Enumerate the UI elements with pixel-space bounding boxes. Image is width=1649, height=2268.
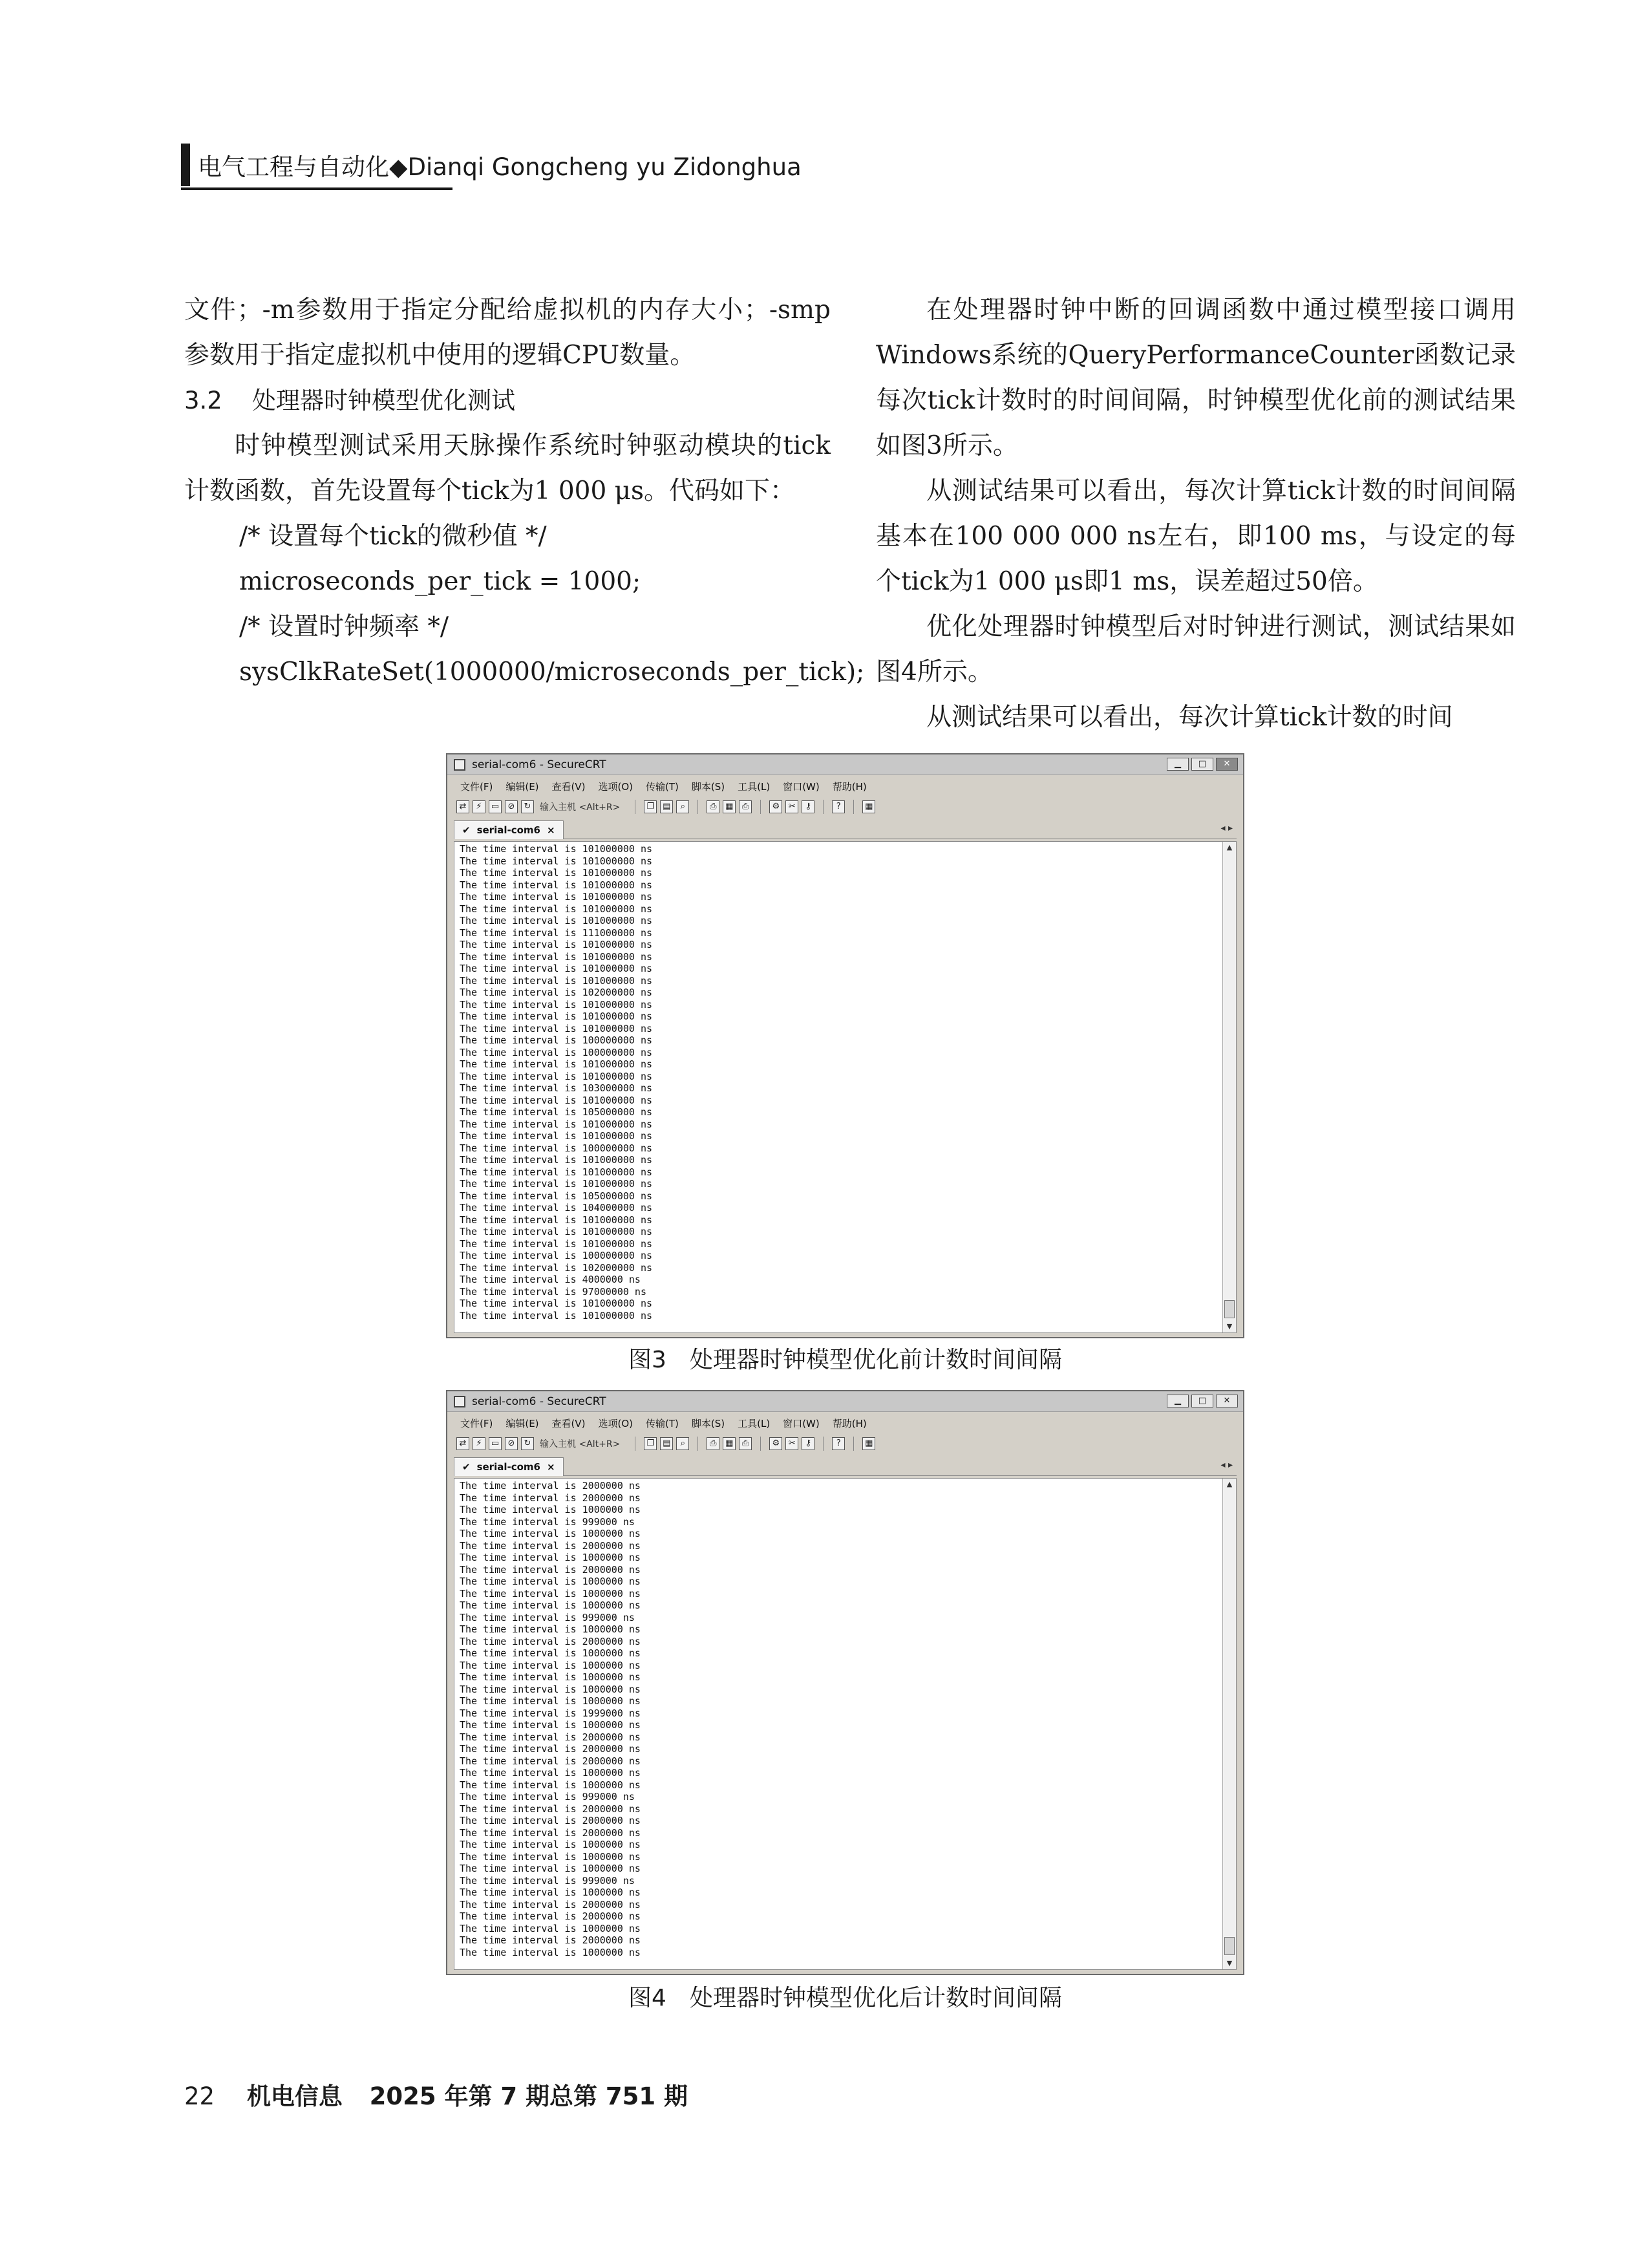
scroll-down-icon[interactable]: ▼ [1226,1322,1233,1331]
terminal-line: The time interval is 102000000 ns [460,987,653,998]
menu-edit[interactable]: 编辑(E) [505,1417,539,1429]
terminal-line: The time interval is 101000000 ns [460,1070,653,1082]
code-line: microseconds_per_tick = 1000; [239,567,641,596]
toolbar [456,1434,875,1453]
terminal-line: The time interval is 2000000 ns [460,1539,641,1552]
key-icon[interactable]: ⚷ [802,1437,814,1450]
issue-info: 2025 年第 7 期总第 751 期 [369,2082,688,2110]
left-paragraph-2: 时钟模型测试采用天脉操作系统时钟驱动模块的tick计数函数，首先设置每个tick为1 000 μs。代码如下： [184,431,831,506]
menu-tools[interactable]: 工具(L) [738,1417,771,1429]
help-icon[interactable]: ? [832,800,845,813]
terminal-line: The time interval is 1000000 ns [460,1599,641,1611]
key-icon[interactable]: ⚷ [802,800,814,813]
tab-scroll-arrows-icon[interactable]: ◂ ▸ [1220,823,1233,833]
page-footer [184,2077,688,2112]
menu-transfer[interactable]: 传输(T) [646,1417,679,1429]
terminal-line: The time interval is 101000000 ns [460,1178,653,1190]
running-header [181,144,802,186]
minimize-icon[interactable]: ▁ [1167,1395,1189,1407]
terminal-line: The time interval is 1000000 ns [460,1779,641,1791]
right-paragraph-2: 从测试结果可以看出，每次计算tick计数的时间间隔基本在100 000 000 ns左右，即100 ms，与设定的每个tick为1 000 μs即1 ms，误差超过50倍。 [876,476,1516,596]
tab-serial-com6[interactable] [454,820,564,839]
toolbar-separator [760,800,761,814]
terminal-line: The time interval is 2000000 ns [460,1898,641,1910]
header-bar [181,144,190,186]
terminal-line: The time interval is 1000000 ns [460,1683,641,1695]
terminal-line: The time interval is 4000000 ns [460,1274,641,1285]
window-controls [1167,1395,1238,1407]
terminal-line: The time interval is 1000000 ns [460,1659,641,1671]
toolbar-separator [853,800,854,814]
terminal-line: The time interval is 101000000 ns [460,1130,653,1142]
terminal-line: The time interval is 1000000 ns [460,1850,641,1863]
tab-row [454,1456,1237,1476]
menu-file[interactable]: 文件(F) [460,780,493,793]
menu-bar [460,1413,867,1433]
terminal-line: The time interval is 101000000 ns [460,1237,653,1250]
terminal-line: The time interval is 2000000 ns [460,1815,641,1826]
tools-icon[interactable]: ✂ [785,800,798,813]
terminal-line: The time interval is 2000000 ns [460,1743,641,1755]
terminal-line: The time interval is 999000 ns [460,1515,635,1528]
menu-script[interactable]: 脚本(S) [691,1417,725,1429]
host-input[interactable]: 输入主机 <Alt+R> [540,802,621,813]
terminal-line: The time interval is 2000000 ns [460,1910,641,1922]
header-rule [181,187,452,190]
right-paragraph-3: 优化处理器时钟模型后对时钟进行测试，测试结果如图4所示。 [876,612,1516,687]
window-titlebar [447,1391,1243,1412]
terminal-line: The time interval is 101000000 ns [460,891,653,903]
terminal-line: The time interval is 101000000 ns [460,1214,653,1226]
vertical-scrollbar[interactable] [1222,842,1236,1332]
reconnect-icon[interactable]: ↻ [521,800,534,813]
terminal-line: The time interval is 101000000 ns [460,843,653,855]
terminal-line: The time interval is 101000000 ns [460,1058,653,1070]
menu-tools[interactable]: 工具(L) [738,780,771,793]
terminal-line: The time interval is 999000 ns [460,1611,635,1623]
toolbar-separator [823,800,824,814]
terminal-line: The time interval is 101000000 ns [460,903,653,915]
menu-window[interactable]: 窗口(W) [783,1417,820,1429]
printer-icon[interactable]: ⎙ [739,800,752,813]
terminal-line: The time interval is 2000000 ns [460,1635,641,1647]
terminal-lines [454,842,1236,1321]
right-paragraph-1: 在处理器时钟中断的回调函数中通过模型接口调用Windows系统的QueryPerformanceCounter函数记录每次tick计数时的时间间隔，时钟模型优化前的测试结果如图3所示。 [876,295,1516,460]
terminal-line: The time interval is 101000000 ns [460,1022,653,1034]
terminal-line: The time interval is 101000000 ns [460,1118,653,1130]
print-preview-icon[interactable]: ▦ [723,800,736,813]
terminal-line: The time interval is 105000000 ns [460,1106,653,1118]
check-icon: ✔ [462,1461,471,1473]
check-icon: ✔ [462,824,471,836]
terminal-line: The time interval is 1000000 ns [460,1839,641,1850]
tab-label: serial-com6 [476,824,540,836]
scroll-up-icon[interactable]: ▲ [1226,1480,1233,1488]
terminal-line: The time interval is 100000000 ns [460,1034,653,1046]
menu-window[interactable]: 窗口(W) [783,780,820,793]
terminal-line: The time interval is 1000000 ns [460,1504,641,1515]
reconnect-icon[interactable]: ↻ [521,1437,534,1450]
terminal-line: The time interval is 1000000 ns [460,1887,641,1898]
print-preview-icon[interactable]: ▦ [723,1437,736,1450]
securecrt-app-icon [454,759,465,771]
terminal-line: The time interval is 105000000 ns [460,1190,653,1202]
terminal-output[interactable] [454,841,1237,1333]
terminal-line: The time interval is 1000000 ns [460,1647,641,1659]
terminal-line: The time interval is 1000000 ns [460,1695,641,1707]
toolbar-separator [823,1437,824,1451]
scroll-up-icon[interactable]: ▲ [1226,843,1233,851]
terminal-line: The time interval is 101000000 ns [460,1094,653,1106]
tab-row [454,819,1237,839]
vertical-scrollbar[interactable] [1222,1479,1236,1969]
toolbar [456,797,875,817]
terminal-line: The time interval is 101000000 ns [460,1226,653,1237]
menu-file[interactable]: 文件(F) [460,1417,493,1429]
quick-connect-icon[interactable]: ⚡ [473,800,485,813]
terminal-line: The time interval is 1000000 ns [460,1946,641,1958]
paste-icon[interactable]: ▤ [660,1437,673,1450]
tab-scroll-arrows-icon[interactable]: ◂ ▸ [1220,1460,1233,1470]
disconnect-icon[interactable]: ⊘ [505,800,518,813]
window-controls [1167,758,1238,771]
terminal-line: The time interval is 1000000 ns [460,1922,641,1934]
code-line: /* 设置时钟频率 */ [239,612,449,641]
menu-help[interactable]: 帮助(H) [832,1417,867,1429]
print-icon[interactable]: ⎙ [707,800,719,813]
terminal-line: The time interval is 100000000 ns [460,1142,653,1154]
figure-4-screenshot [446,1390,1244,1975]
figure-3-caption: 图3 处理器时钟模型优化前计数时间间隔 [628,1347,1062,1373]
terminal-line: The time interval is 101000000 ns [460,1309,653,1321]
section-heading [184,378,831,423]
terminal-line: The time interval is 999000 ns [460,1874,635,1887]
terminal-line: The time interval is 100000000 ns [460,1046,653,1058]
terminal-line: The time interval is 100000000 ns [460,1250,653,1261]
window-title: serial-com6 - SecureCRT [472,758,606,771]
window-titlebar [447,754,1243,775]
terminal-line: The time interval is 2000000 ns [460,1731,641,1743]
connect-icon[interactable]: ⇄ [456,800,469,813]
terminal-line: The time interval is 101000000 ns [460,974,653,987]
terminal-line: The time interval is 104000000 ns [460,1202,653,1214]
journal-name: 机电信息 [246,2082,343,2110]
terminal-line: The time interval is 101000000 ns [460,1298,653,1309]
tab-serial-com6[interactable] [454,1457,564,1476]
close-icon[interactable]: ✕ [1216,758,1238,771]
section-number: 3.2 [184,387,222,414]
menu-view[interactable]: 查看(V) [551,780,586,793]
code-line: /* 设置每个tick的微秒值 */ [239,522,547,551]
right-paragraph-4: 从测试结果可以看出，每次计算tick计数的时间 [926,703,1453,732]
terminal-line: The time interval is 101000000 ns [460,939,653,950]
quick-connect-icon[interactable]: ⚡ [473,1437,485,1450]
page-number: 22 [184,2082,215,2110]
menu-bar [460,776,867,796]
terminal-line: The time interval is 101000000 ns [460,950,653,963]
window-title: serial-com6 - SecureCRT [472,1395,606,1408]
terminal-line: The time interval is 1000000 ns [460,1587,641,1599]
terminal-line: The time interval is 1000000 ns [460,1767,641,1779]
securecrt-app-icon [454,1396,465,1407]
connect-icon[interactable]: ⇄ [456,1437,469,1450]
terminal-line: The time interval is 101000000 ns [460,855,653,867]
terminal-line: The time interval is 1999000 ns [460,1707,641,1719]
right-column [876,288,1516,740]
calculator-icon[interactable]: ▦ [862,800,875,813]
terminal-line: The time interval is 1000000 ns [460,1576,641,1587]
terminal-line: The time interval is 1000000 ns [460,1719,641,1731]
terminal-output[interactable] [454,1478,1237,1970]
left-paragraph-1: 文件；-m参数用于指定分配给虚拟机的内存大小；-smp参数用于指定虚拟机中使用的逻辑CPU数量。 [184,295,831,370]
terminal-line: The time interval is 999000 ns [460,1791,635,1803]
maximize-icon[interactable]: □ [1191,758,1213,771]
terminal-line: The time interval is 101000000 ns [460,963,653,974]
terminal-line: The time interval is 1000000 ns [460,1528,641,1539]
terminal-line: The time interval is 101000000 ns [460,1154,653,1166]
tab-close-icon[interactable]: × [546,1461,555,1473]
terminal-line: The time interval is 101000000 ns [460,915,653,926]
printer-icon[interactable]: ⎙ [739,1437,752,1450]
tab-label: serial-com6 [476,1461,540,1473]
scroll-down-icon[interactable]: ▼ [1226,1959,1233,1967]
settings-icon[interactable]: ⚙ [769,1437,782,1450]
terminal-line: The time interval is 101000000 ns [460,998,653,1011]
section-title: 处理器时钟模型优化测试 [252,387,515,414]
find-icon[interactable]: ⌕ [676,800,689,813]
help-icon[interactable]: ? [832,1437,845,1450]
settings-icon[interactable]: ⚙ [769,800,782,813]
terminal-lines [454,1479,1236,1958]
toolbar-separator [853,1437,854,1451]
terminal-line: The time interval is 97000000 ns [460,1285,646,1298]
session-icon[interactable]: ▭ [489,1437,502,1450]
terminal-line: The time interval is 101000000 ns [460,867,653,879]
terminal-line: The time interval is 101000000 ns [460,1011,653,1022]
copy-icon[interactable]: ❐ [644,800,657,813]
paste-icon[interactable]: ▤ [660,800,673,813]
header-title: 电气工程与自动化◆Dianqi Gongcheng yu Zidonghua [198,153,802,181]
code-line: sysClkRateSet(1000000/microseconds_per_tick); [239,658,865,687]
menu-transfer[interactable]: 传输(T) [646,780,679,793]
tab-close-icon[interactable]: × [546,824,555,836]
terminal-line: The time interval is 2000000 ns [460,1563,641,1576]
print-icon[interactable]: ⎙ [707,1437,719,1450]
menu-edit[interactable]: 编辑(E) [505,780,539,793]
terminal-line: The time interval is 2000000 ns [460,1803,641,1815]
toolbar-separator [697,1437,698,1451]
terminal-line: The time interval is 2000000 ns [460,1826,641,1839]
close-icon[interactable]: ✕ [1216,1395,1238,1407]
terminal-line: The time interval is 101000000 ns [460,1166,653,1178]
toolbar-separator [760,1437,761,1451]
menu-help[interactable]: 帮助(H) [832,780,867,793]
find-icon[interactable]: ⌕ [676,1437,689,1450]
menu-options[interactable]: 选项(O) [598,1417,633,1429]
maximize-icon[interactable]: □ [1191,1395,1213,1407]
terminal-line: The time interval is 1000000 ns [460,1671,641,1683]
terminal-line: The time interval is 2000000 ns [460,1492,641,1504]
figure-3-screenshot [446,753,1244,1338]
terminal-line: The time interval is 2000000 ns [460,1755,641,1767]
terminal-line: The time interval is 103000000 ns [460,1082,653,1094]
scrollbar-thumb[interactable] [1224,1300,1235,1318]
terminal-line: The time interval is 2000000 ns [460,1934,641,1946]
terminal-line: The time interval is 1000000 ns [460,1863,641,1874]
menu-options[interactable]: 选项(O) [598,780,633,793]
menu-view[interactable]: 查看(V) [551,1417,586,1429]
menu-script[interactable]: 脚本(S) [691,780,725,793]
terminal-line: The time interval is 1000000 ns [460,1623,641,1635]
disconnect-icon[interactable]: ⊘ [505,1437,518,1450]
toolbar-separator [697,800,698,814]
terminal-line: The time interval is 111000000 ns [460,926,653,939]
host-input[interactable]: 输入主机 <Alt+R> [540,1439,621,1450]
figure-4-caption: 图4 处理器时钟模型优化后计数时间间隔 [628,1985,1062,2011]
tools-icon[interactable]: ✂ [785,1437,798,1450]
session-icon[interactable]: ▭ [489,800,502,813]
left-column [184,288,865,695]
copy-icon[interactable]: ❐ [644,1437,657,1450]
scrollbar-thumb[interactable] [1224,1937,1235,1955]
terminal-line: The time interval is 101000000 ns [460,879,653,891]
minimize-icon[interactable]: ▁ [1167,758,1189,771]
terminal-line: The time interval is 2000000 ns [460,1480,641,1492]
calculator-icon[interactable]: ▦ [862,1437,875,1450]
terminal-line: The time interval is 102000000 ns [460,1261,653,1274]
terminal-line: The time interval is 1000000 ns [460,1552,641,1563]
